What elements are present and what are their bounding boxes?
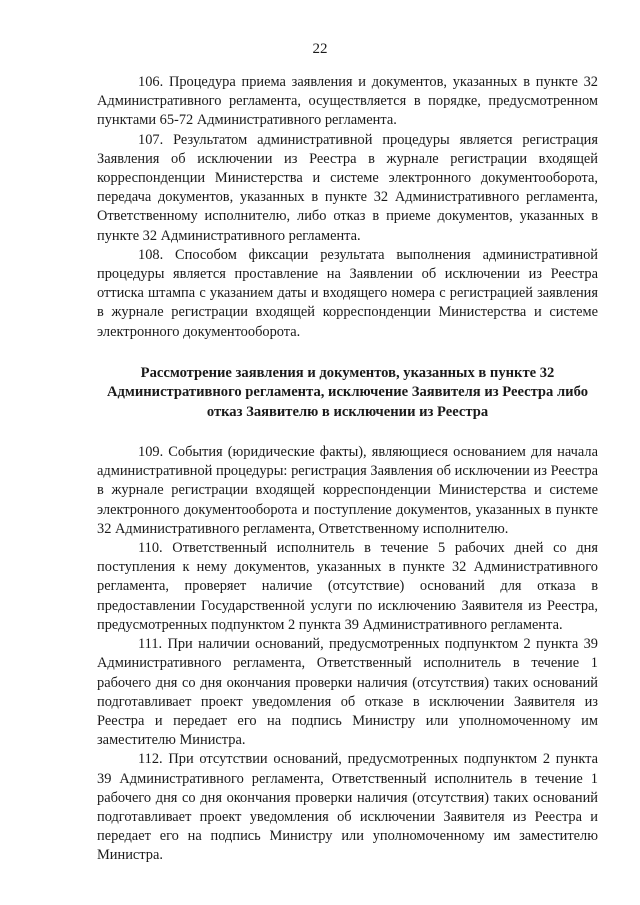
paragraph-111: 111. При наличии оснований, предусмотренных подпунктом 2 пункта 39 Административного регламента, Ответственный исполнитель в течение 1 рабочего дня со дня окончания проверки наличия (отсутствия) таких оснований подготавливает проект уведомления об отказе в исключении Заявителя из Реестра и передает его на подпись Министру или уполномоченному им заместителю Министра. (97, 636, 598, 749)
paragraph-107: 107. Результатом административной процедуры является регистрация Заявления об исключении из Реестра в журнале регистрации входящей корреспонденции Министерства и системе электронного документооборота, передача документов, указанных в пункте 32 Административного регламента, Ответственному исполнителю, либо отказ в приеме документов, указанных в пункте 32 Административного регламента. (97, 131, 598, 244)
paragraph-106: 106. Процедура приема заявления и документов, указанных в пункте 32 Административного регламента, осуществляется в порядке, предусмотренном пунктами 65-72 Административного регламента. (97, 74, 598, 129)
paragraph-112: 112. При отсутствии оснований, предусмотренных подпунктом 2 пункта 39 Административного регламента, Ответственный исполнитель в течение 1 рабочего дня со дня окончания проверки наличия (отсутствия) таких оснований подготавливает проект уведомления об исключении Заявителя из Реестра и передает его на подпись Министру или уполномоченному им заместителю Министра. (97, 751, 598, 864)
paragraph-108: 108. Способом фиксации результата выполнения административной процедуры является проставление на Заявлении об исключении из Реестра оттиска штампа с указанием даты и входящего номера с регистрацией заявления в журнале регистрации входящей корреспонденции Министерства и системе электронного документооборота. (97, 246, 598, 340)
document-body (97, 73, 598, 866)
paragraph-110: 110. Ответственный исполнитель в течение 5 рабочих дней со дня поступления к нему документов, указанных в пункте 32 Административного регламента, проверяет наличие (отсутствие) оснований для отказа в предоставлении Государственной услуги по исключению Заявителя из Реестра, предусмотренных подпунктом 2 пункта 39 Административного регламента. (97, 540, 598, 633)
page-number: 22 (312, 41, 328, 57)
section-heading: Рассмотрение заявления и документов, указанных в пункте 32 Административного регламента, исключение Заявителя из Реестра либо отказ Заявителю в исключении из Реестра (106, 364, 588, 420)
paragraph-109: 109. События (юридические факты), являющиеся основанием для начала административной процедуры: регистрация Заявления об исключении из Реестра в журнале регистрации входящей корреспонденции Министерства и системе электронного документооборота и поступление документов, указанных в пункте 32 Административного регламента, Ответственному исполнителю. (97, 444, 598, 537)
